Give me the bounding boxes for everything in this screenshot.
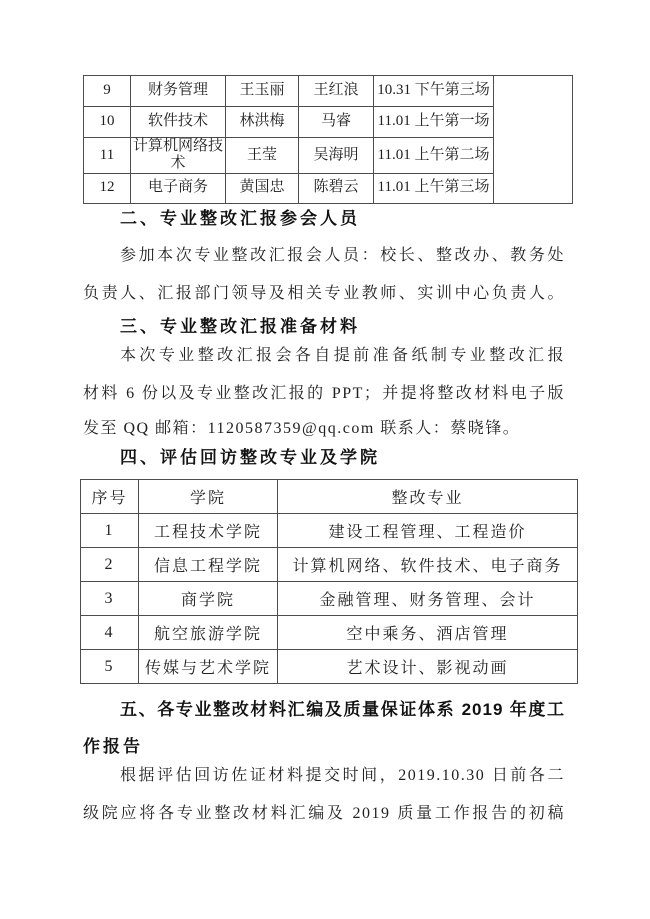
cell-no: 9: [84, 76, 131, 107]
cell-major: 计算机网络技术: [131, 138, 226, 174]
paragraph-line: 级院应将各专业整改材料汇编及 2019 质量工作报告的初稿: [83, 805, 565, 822]
cell-no: 1: [81, 514, 139, 548]
paragraph-line: 根据评估回访佐证材料提交时间，2019.10.30 日前各二: [120, 767, 565, 784]
cell-no: 5: [81, 650, 139, 684]
table-row: [81, 514, 578, 548]
paragraph-line: 材料 6 份以及专业整改汇报的 PPT；并提将整改材料电子版: [83, 385, 565, 402]
cell-college: 商学院: [139, 582, 278, 616]
cell-no: 10: [84, 107, 131, 138]
section-4-heading: 四、评估回访整改专业及学院: [120, 448, 380, 467]
cell-major: 财务管理: [131, 76, 226, 107]
cell-no: 2: [81, 548, 139, 582]
cell-major: 软件技术: [131, 107, 226, 138]
cell-major: 电子商务: [131, 173, 226, 203]
cell-session: 11.01 上午第三场: [374, 173, 494, 203]
paragraph-line: 参加本次专业整改汇报会人员：校长、整改办、教务处: [120, 247, 565, 264]
cell-session: 11.01 上午第一场: [374, 107, 494, 138]
header-college: 学院: [139, 480, 278, 514]
cell-no: 12: [84, 173, 131, 203]
section-2-heading: 二、专业整改汇报参会人员: [120, 209, 360, 228]
cell-reporter: 王莹: [226, 138, 299, 174]
paragraph-line: 负责人、汇报部门领导及相关专业教师、实训中心负责人。: [83, 285, 565, 302]
section-5-heading-line1: 五、各专业整改材料汇编及质量保证体系 2019 年度工: [120, 700, 565, 719]
cell-college: 航空旅游学院: [139, 616, 278, 650]
cell-session: 11.01 上午第二场: [374, 138, 494, 174]
paragraph-line: 本次专业整改汇报会各自提前准备纸制专业整改汇报: [120, 347, 565, 364]
cell-majors: 空中乘务、酒店管理: [278, 616, 578, 650]
table-row: [84, 76, 573, 107]
section-5-heading-line2: 作报告: [83, 737, 143, 756]
table-header-row: [81, 480, 578, 514]
cell-note: [494, 76, 573, 204]
cell-no: 3: [81, 582, 139, 616]
cell-college: 信息工程学院: [139, 548, 278, 582]
cell-reporter: 黄国忠: [226, 173, 299, 203]
cell-reviewer: 陈碧云: [299, 173, 374, 203]
cell-college: 工程技术学院: [139, 514, 278, 548]
cell-college: 传媒与艺术学院: [139, 650, 278, 684]
cell-reporter: 林洪梅: [226, 107, 299, 138]
table-row: [81, 582, 578, 616]
header-majors: 整改专业: [278, 480, 578, 514]
cell-reviewer: 王红浪: [299, 76, 374, 107]
section-3-heading: 三、专业整改汇报准备材料: [120, 317, 360, 336]
table-row: [81, 616, 578, 650]
cell-reporter: 王玉丽: [226, 76, 299, 107]
cell-majors: 计算机网络、软件技术、电子商务: [278, 548, 578, 582]
schedule-table: [83, 75, 573, 204]
cell-majors: 艺术设计、影视动画: [278, 650, 578, 684]
cell-session: 10.31 下午第三场: [374, 76, 494, 107]
cell-no: 4: [81, 616, 139, 650]
cell-reviewer: 马睿: [299, 107, 374, 138]
cell-reviewer: 吴海明: [299, 138, 374, 174]
table-row: [81, 650, 578, 684]
header-no: 序号: [81, 480, 139, 514]
review-table: [80, 479, 578, 684]
paragraph-line: 发至 QQ 邮箱：1120587359@qq.com 联系人：蔡晓锋。: [83, 420, 521, 437]
table-row: [81, 548, 578, 582]
cell-majors: 建设工程管理、工程造价: [278, 514, 578, 548]
cell-majors: 金融管理、财务管理、会计: [278, 582, 578, 616]
cell-no: 11: [84, 138, 131, 174]
